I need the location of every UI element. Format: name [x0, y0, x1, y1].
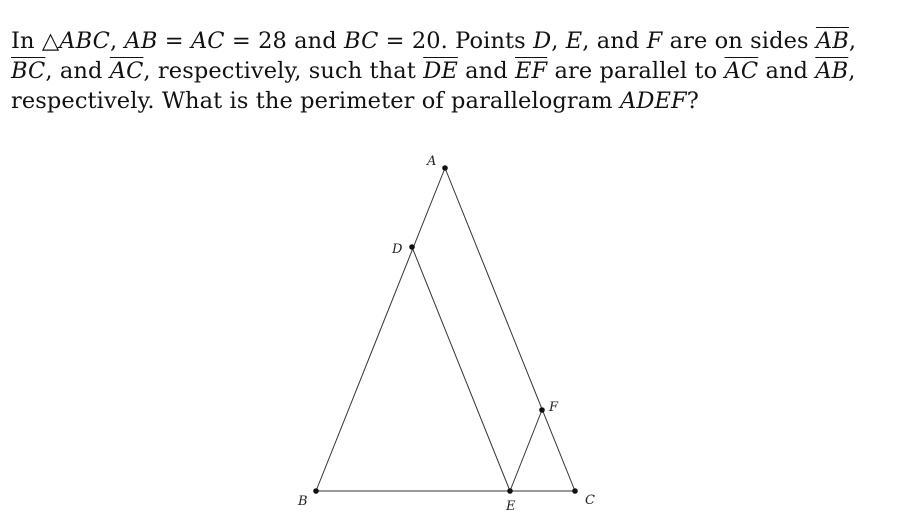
math-d: D: [533, 28, 552, 54]
segment-ab-2: $\overline{AB}$: [815, 58, 849, 84]
text: are on sides: [662, 28, 816, 54]
point-d: [409, 244, 415, 250]
point-a: [442, 165, 448, 171]
math-adef: ADEF: [619, 88, 687, 114]
text: ,: [848, 28, 857, 54]
label-d: D: [392, 242, 403, 257]
label-c: C: [585, 493, 595, 508]
math-ac: AC: [190, 28, 225, 54]
math-abc: ABC: [59, 28, 110, 54]
text: are parallel to: [547, 58, 725, 84]
text: , respectively, such that: [143, 58, 424, 84]
side-ac: [445, 168, 575, 491]
text: and: [457, 58, 515, 84]
segment-ab: $\overline{AB}$: [815, 28, 849, 54]
text: ,: [109, 28, 125, 54]
text: = 20. Points: [378, 28, 534, 54]
text: ,: [551, 28, 566, 54]
segment-de-line: [412, 247, 510, 491]
label-b: B: [298, 494, 308, 509]
segment-ac-2: $\overline{AC}$: [724, 58, 759, 84]
point-f: [539, 407, 545, 413]
triangle-symbol: △: [41, 28, 60, 54]
math-bc: BC: [344, 28, 379, 54]
text: = 28 and: [224, 28, 345, 54]
text: , respectively. What is the perimeter of parallelogram: [11, 58, 856, 114]
text: =: [157, 28, 191, 54]
segment-bc: $\overline{BC}$: [11, 58, 46, 84]
segment-de: $\overline{DE}$: [423, 58, 458, 84]
point-b: [313, 488, 319, 494]
segment-ac: $\overline{AC}$: [109, 58, 144, 84]
segment-ef-line: [510, 410, 542, 491]
text: , and: [45, 58, 110, 84]
label-f: F: [549, 400, 559, 415]
text: , and: [582, 28, 647, 54]
side-ab: [316, 168, 445, 491]
label-e: E: [506, 499, 516, 514]
segment-ef: $\overline{EF}$: [514, 58, 548, 84]
text: and: [758, 58, 816, 84]
point-c: [572, 488, 578, 494]
text: ?: [686, 88, 699, 114]
text: In: [11, 28, 42, 54]
point-e: [507, 488, 513, 494]
label-a: A: [427, 154, 437, 169]
math-ab: AB: [124, 28, 158, 54]
math-f: F: [646, 28, 663, 54]
math-e: E: [565, 28, 583, 54]
